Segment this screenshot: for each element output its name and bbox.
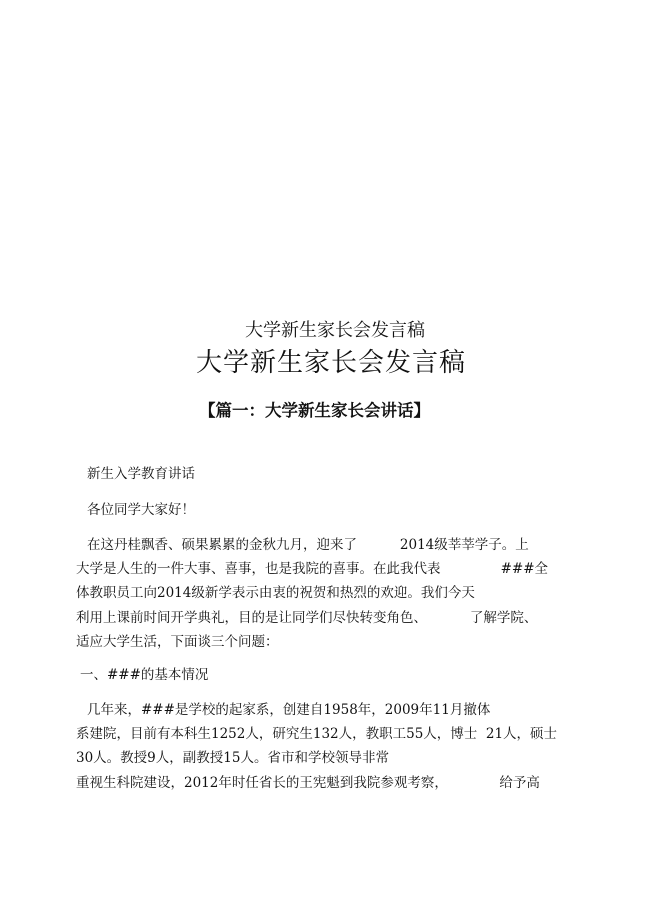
paragraph-line: 几年来，###是学校的起家系，创建自1958年，2009年11月撤体 — [87, 702, 491, 718]
paragraph-line: 重视生科院建设，2012年时任省长的王宪魁到我院参观考察， 给予高 — [76, 775, 540, 791]
paragraph-line: 各位同学大家好！ — [87, 502, 195, 518]
paragraph-line: 适应大学生活，下面谈三个问题： — [76, 634, 279, 650]
paragraph-line: 体教职员工向2014级新学表示由衷的祝贺和热烈的欢迎。我们今天 — [76, 585, 475, 601]
paragraph-line: 大学是人生的一件大事、喜事，也是我院的喜事。在此我代表 ###全 — [76, 561, 549, 577]
paragraph-line: 一、###的基本情况 — [80, 667, 209, 683]
paragraph-line: 在这丹桂飘香、硕果累累的金秋九月，迎来了 2014级莘莘学子。上 — [87, 537, 529, 553]
paragraph-line: 新生入学教育讲话 — [87, 466, 195, 482]
section-heading: 【篇一：大学新生家长会讲话】 — [199, 401, 430, 420]
document-subtitle: 大学新生家长会发言稿 — [245, 320, 425, 341]
document-title: 大学新生家长会发言稿 — [196, 348, 467, 378]
paragraph-line: 系建院，目前有本科生1252人，研究生132人，教职工55人，博士 21人，硕士 — [76, 726, 558, 742]
paragraph-line: 30人。教授9人，副教授15人。省市和学校领导非常 — [76, 750, 389, 766]
paragraph-line: 利用上课前时间开学典礼，目的是让同学们尽快转变角色、 了解学院、 — [76, 610, 538, 626]
